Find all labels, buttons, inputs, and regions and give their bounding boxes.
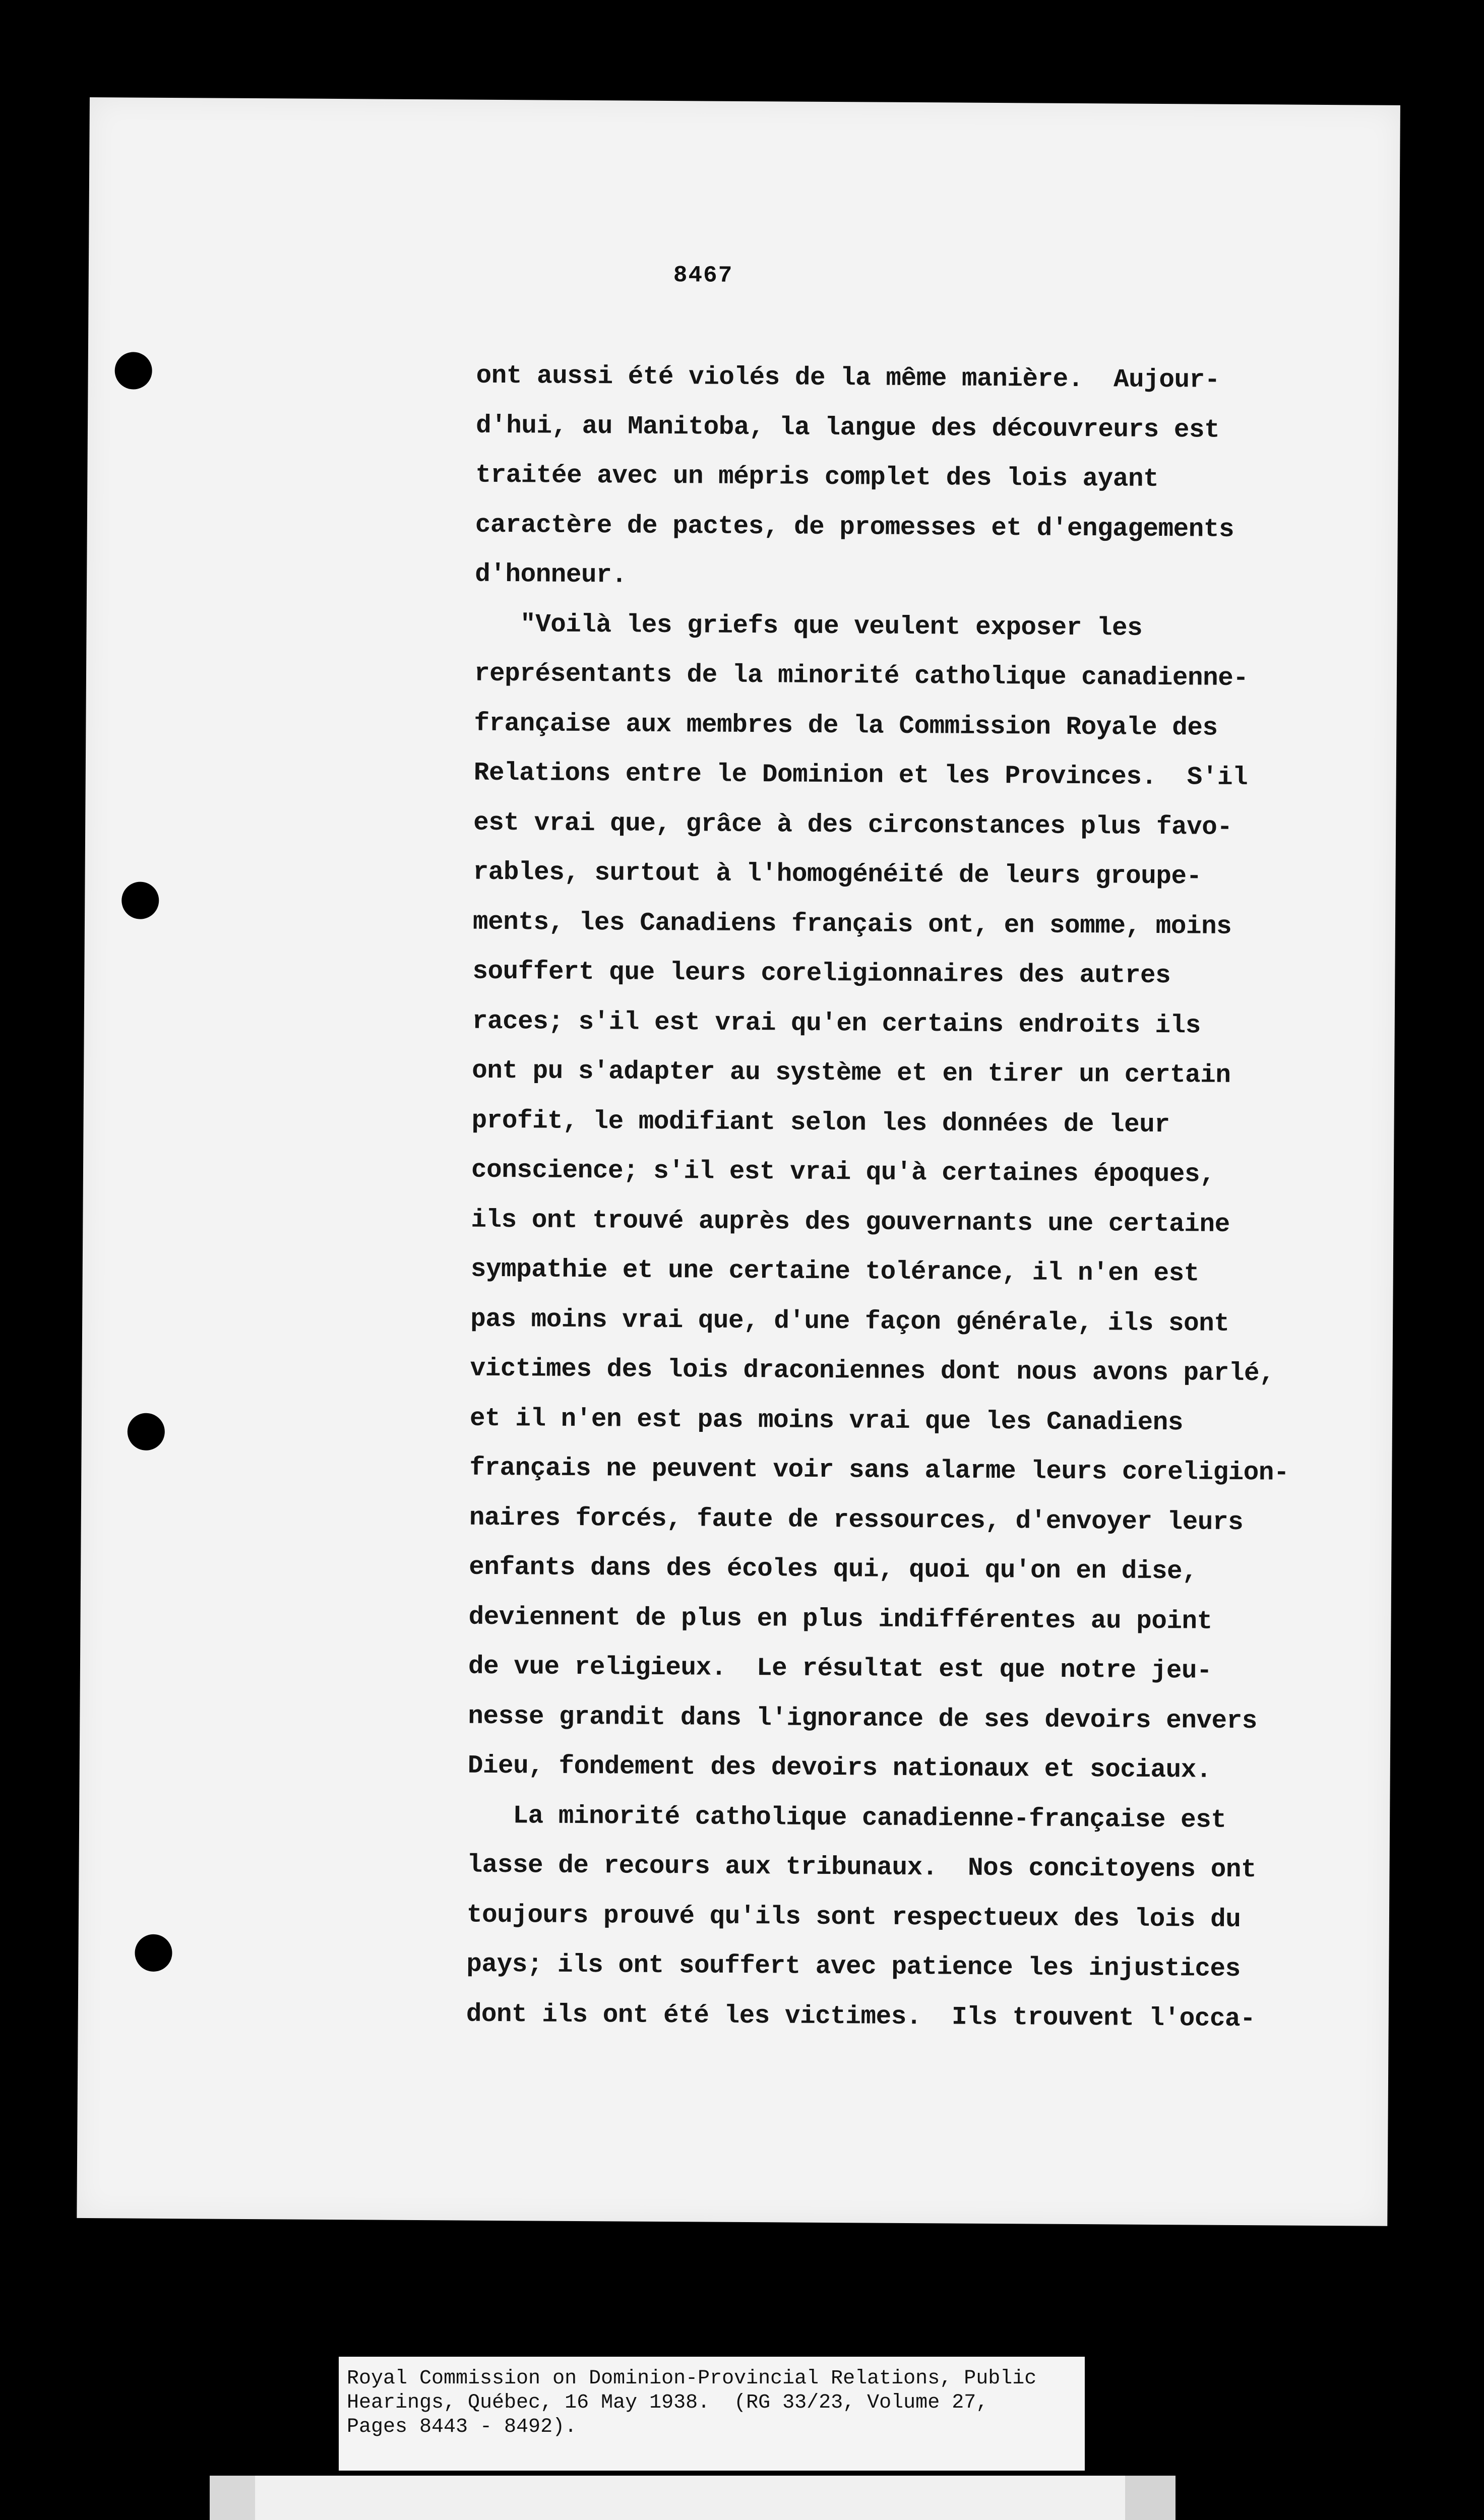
text-line: d'honneur. bbox=[475, 560, 627, 590]
caption-line: Pages 8443 - 8492). bbox=[347, 2416, 577, 2438]
text-line: rables, surtout à l'homogénéité de leurs groupe- bbox=[473, 858, 1202, 892]
text-line: représentants de la minorité catholique canadienne- bbox=[474, 659, 1249, 694]
text-line: ont aussi été violés de la même manière. Aujour- bbox=[476, 361, 1220, 395]
caption-line: Hearings, Québec, 16 May 1938. (RG 33/23, Volume 27, bbox=[347, 2391, 988, 2414]
text-line: ils ont trouvé auprès des gouvernants une certaine bbox=[471, 1206, 1230, 1239]
text-line: La minorité catholique canadienne-française est bbox=[467, 1801, 1226, 1835]
text-line: français ne peuvent voir sans alarme leurs coreligion- bbox=[469, 1454, 1289, 1488]
punch-hole bbox=[128, 1413, 165, 1451]
text-line: deviennent de plus en plus indifférentes au point bbox=[468, 1603, 1212, 1636]
typewritten-page bbox=[77, 97, 1400, 2226]
text-line: enfants dans des écoles qui, quoi qu'on en dise, bbox=[469, 1553, 1198, 1587]
text-line: traitée avec un mépris complet des lois ayant bbox=[475, 461, 1159, 494]
archive-caption bbox=[339, 2357, 1085, 2471]
punch-hole bbox=[135, 1934, 172, 1972]
text-line: et il n'en est pas moins vrai que les Canadiens bbox=[469, 1404, 1184, 1437]
archives-stamp bbox=[210, 2476, 1176, 2520]
body-text bbox=[466, 352, 1333, 2045]
text-line: "Voilà les griefs que veulent exposer les bbox=[474, 610, 1143, 643]
text-line: victimes des lois draconiennes dont nous avons parlé, bbox=[470, 1354, 1275, 1389]
text-line: de vue religieux. Le résultat est que notre jeu- bbox=[468, 1652, 1212, 1686]
text-line: conscience; s'il est vrai qu'à certaines époques, bbox=[471, 1156, 1215, 1189]
text-line: races; s'il est vrai qu'en certains endroits ils bbox=[472, 1007, 1201, 1040]
text-line: naires forcés, faute de ressources, d'envoyer leurs bbox=[469, 1503, 1244, 1537]
punch-hole bbox=[114, 352, 152, 389]
text-line: souffert que leurs coreligionnaires des autres bbox=[472, 957, 1171, 991]
text-line: Dieu, fondement des devoirs nationaux et sociaux. bbox=[467, 1751, 1212, 1785]
punch-hole bbox=[121, 881, 159, 919]
page-number: 8467 bbox=[673, 262, 733, 289]
text-line: dont ils ont été les victimes. Ils trouvent l'occa- bbox=[466, 2000, 1256, 2034]
text-line: pays; ils ont souffert avec patience les injustices bbox=[466, 1950, 1241, 1984]
text-line: Relations entre le Dominion et les Provinces. S'il bbox=[473, 759, 1248, 793]
text-line: est vrai que, grâce à des circonstances plus favo- bbox=[473, 808, 1232, 842]
text-line: nesse grandit dans l'ignorance de ses devoirs envers bbox=[468, 1702, 1258, 1736]
text-line: caractère de pactes, de promesses et d'engagements bbox=[475, 511, 1234, 544]
text-line: sympathie et une certaine tolérance, il n'en est bbox=[470, 1255, 1199, 1289]
text-line: pas moins vrai que, d'une façon générale, ils sont bbox=[470, 1305, 1229, 1339]
text-line: ments, les Canadiens français ont, en somme, moins bbox=[472, 908, 1232, 941]
text-line: ont pu s'adapter au système et en tirer un certain bbox=[472, 1056, 1231, 1090]
text-line: française aux membres de la Commission Royale des bbox=[474, 709, 1218, 743]
text-line: d'hui, au Manitoba, la langue des découvreurs est bbox=[475, 411, 1220, 445]
caption-line: Royal Commission on Dominion-Provincial Relations, Public bbox=[347, 2367, 1037, 2390]
text-line: profit, le modifiant selon les données de leur bbox=[471, 1106, 1170, 1140]
text-line: lasse de recours aux tribunaux. Nos concitoyens ont bbox=[467, 1851, 1257, 1885]
text-line: toujours prouvé qu'ils sont respectueux des lois du bbox=[466, 1901, 1241, 1934]
